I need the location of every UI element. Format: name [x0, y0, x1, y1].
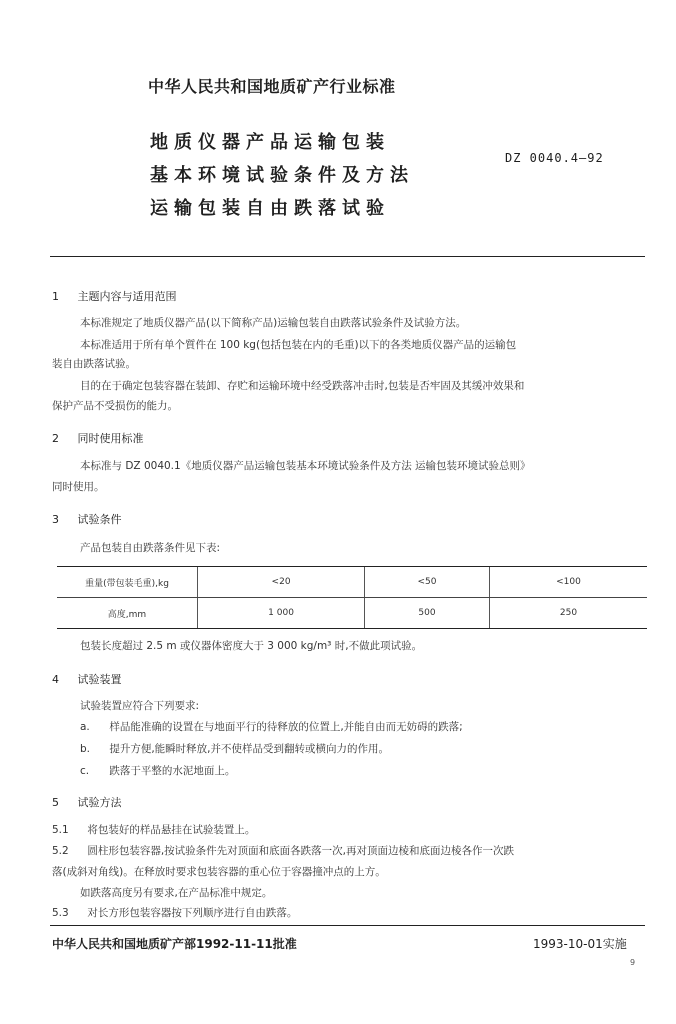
table-cell: <20	[198, 567, 365, 598]
clause	[52, 905, 297, 920]
table-row	[57, 598, 647, 629]
paragraph: 本标准与 DZ 0040.1《地质仪器产品运输包装基本环境试验条件及方法 运输包装环境试验总则》	[80, 460, 531, 472]
table-cell: <50	[365, 567, 490, 598]
clause-text: 将包装好的样品悬挂在试验装置上。	[87, 824, 256, 836]
document-title-line-2: 基本环境试验条件及方法	[150, 165, 414, 186]
table-row	[57, 567, 647, 598]
table-row-header: 重量(带包装毛重),kg	[57, 567, 198, 598]
clause-text: 对长方形包装容器按下列顺序进行自由跌落。	[87, 907, 298, 919]
paragraph-continuation: 装自由跌落试验。	[52, 358, 136, 370]
paragraph: 本标准规定了地质仪器产品(以下简称产品)运输包装自由跌落试验条件及试验方法。	[80, 317, 467, 329]
list-item-text: 提升方便,能瞬时释放,并不使样品受到翻转或横向力的作用。	[109, 743, 390, 755]
drop-conditions-table	[57, 566, 647, 629]
section-title: 主题内容与适用范围	[77, 290, 177, 303]
clause-number: 5.1	[52, 824, 69, 836]
section-title: 试验装置	[77, 673, 122, 686]
table-cell: 250	[489, 598, 647, 629]
paragraph: 试验装置应符合下列要求:	[80, 700, 200, 712]
table-cell: 1 000	[198, 598, 365, 629]
section-2-heading	[52, 430, 144, 446]
paragraph: 如跌落高度另有要求,在产品标准中规定。	[80, 887, 273, 899]
effective-date: 1993-10-01实施	[533, 937, 627, 951]
section-number: 2	[52, 432, 59, 445]
section-4-heading	[52, 671, 122, 687]
clause-text: 圆柱形包装容器,按试验条件先对顶面和底面各跌落一次,再对顶面边棱和底面边棱各作一次跌	[87, 845, 515, 857]
paragraph-continuation: 保护产品不受损伤的能力。	[52, 400, 178, 412]
document-title-line-1: 地质仪器产品运输包装	[150, 132, 390, 153]
table-note: 包装长度超过 2.5 m 或仪器体密度大于 3 000 kg/m³ 时,不做此项试验。	[80, 640, 423, 652]
section-number: 5	[52, 796, 59, 809]
clause-number: 5.2	[52, 845, 69, 857]
clause	[52, 822, 255, 837]
approval-line: 中华人民共和国地质矿产部1992-11-11批准	[52, 937, 297, 951]
standard-code: DZ 0040.4—92	[505, 151, 604, 165]
list-item-text: 样品能准确的设置在与地面平行的待释放的位置上,并能自由而无妨碍的跌落;	[109, 721, 463, 733]
list-marker: b.	[80, 743, 91, 755]
paragraph: 本标准适用于所有单个質件在 100 kg(包括包装在内的毛重)以下的各类地质仪器产品的运输包	[80, 339, 517, 351]
list-marker: a.	[80, 721, 90, 733]
document-title-line-3: 运输包装自由跌落试验	[150, 198, 390, 219]
table-cell: 500	[365, 598, 490, 629]
standard-type-heading: 中华人民共和国地质矿产行业标准	[148, 77, 396, 96]
section-1-heading	[52, 288, 177, 304]
table-row-header: 高度,mm	[57, 598, 198, 629]
section-number: 4	[52, 673, 59, 686]
list-item	[80, 741, 389, 756]
clause-continuation: 落(成斜对角线)。在释放时要求包装容器的重心位于容器撞冲点的上方。	[52, 866, 386, 878]
footer-divider	[50, 925, 645, 926]
list-item	[80, 763, 235, 778]
section-5-heading	[52, 794, 122, 810]
paragraph-continuation: 同时使用。	[52, 481, 105, 493]
section-number: 1	[52, 290, 59, 303]
paragraph: 目的在于确定包装容器在装卸、存贮和运输环境中经受跌落冲击时,包装是否牢固及其缓冲效果和	[80, 380, 525, 392]
clause	[52, 843, 514, 858]
section-title: 试验方法	[77, 796, 122, 809]
list-marker: c.	[80, 765, 90, 777]
section-title: 试验条件	[77, 513, 122, 526]
section-title: 同时使用标准	[77, 432, 144, 445]
header-divider	[50, 256, 645, 257]
list-item-text: 跌落于平整的水泥地面上。	[109, 765, 236, 777]
paragraph: 产品包装自由跌落条件见下表:	[80, 542, 221, 554]
section-number: 3	[52, 513, 59, 526]
page-number: 9	[630, 958, 636, 967]
list-item	[80, 719, 463, 734]
clause-number: 5.3	[52, 907, 69, 919]
table-cell: <100	[489, 567, 647, 598]
section-3-heading	[52, 511, 122, 527]
